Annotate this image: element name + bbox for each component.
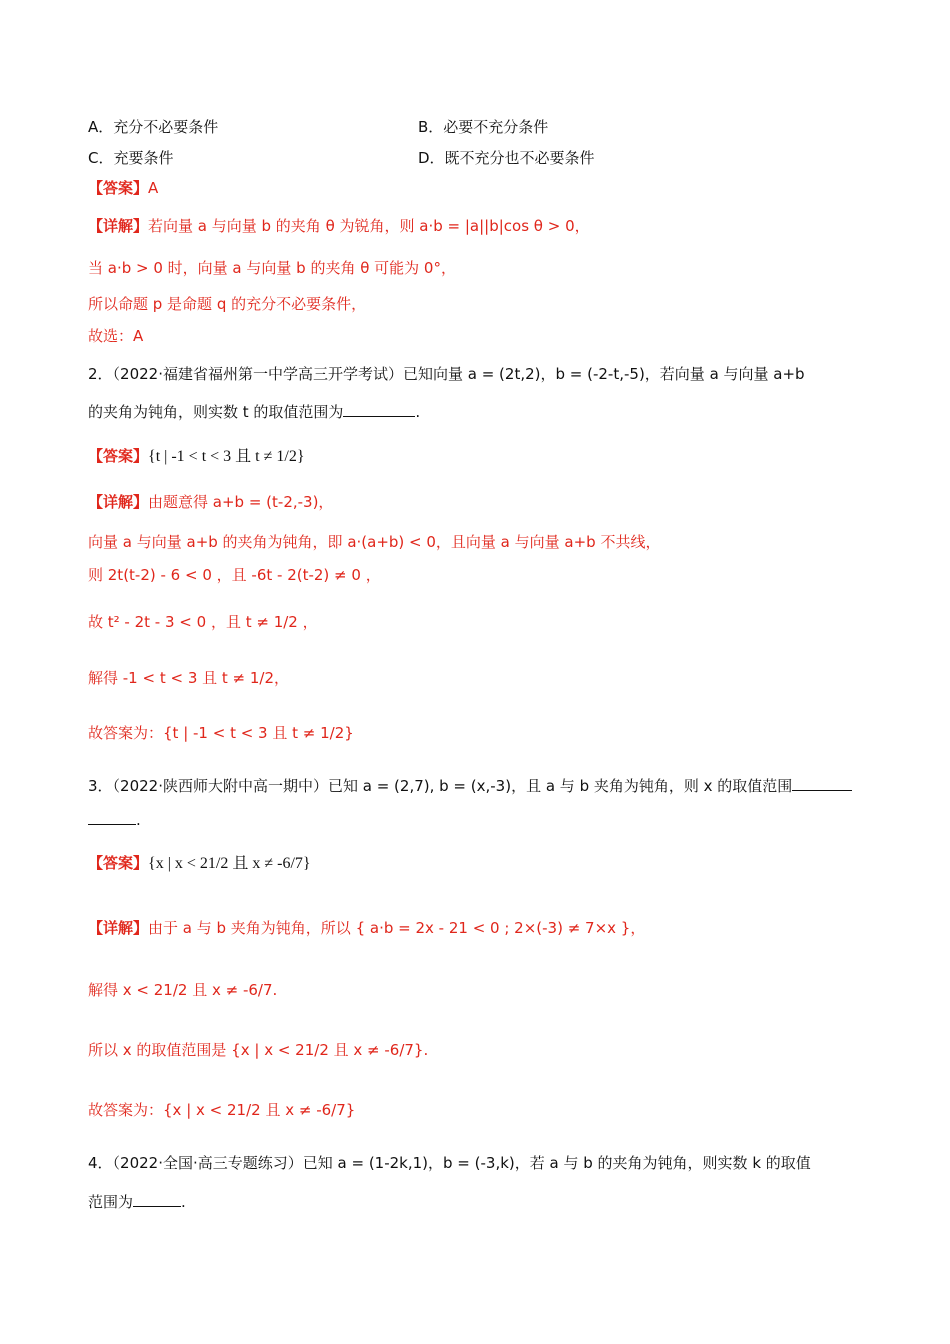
q4-stem-1: 4．（2022·全国·高三专题练习）已知 a = (1-2k,1)，b = (-3,k)，若 a 与 b 的夹角为钝角，则实数 k 的取值	[88, 1154, 811, 1172]
answer-tag: 【答案】	[88, 179, 149, 197]
q1-detail-1	[88, 216, 590, 236]
q4-stem-text: 范围为	[88, 1193, 134, 1211]
q4-stem-2	[88, 1190, 186, 1212]
q1-answer	[88, 178, 158, 198]
q2-detail-3: 则 2t(t-2) - 6 < 0 ，且 -6t - 2(t-2) ≠ 0 ，	[88, 566, 381, 584]
q3-detail-3: 所以 x 的取值范围是 {x | x < 21/2 且 x ≠ -6/7}.	[88, 1041, 429, 1059]
answer-value: {t | -1 < t < 3 且 t ≠ 1/2}	[148, 448, 305, 465]
answer-value: {x | x < 21/2 且 x ≠ -6/7}	[148, 855, 311, 872]
q2-detail-5: 解得 -1 < t < 3 且 t ≠ 1/2，	[88, 669, 290, 687]
q1-detail-3: 所以命题 p 是命题 q 的充分不必要条件，	[88, 295, 367, 313]
option-d: D．既不充分也不必要条件	[418, 149, 595, 167]
q2-stem-2	[88, 400, 420, 422]
q2-stem-text: 的夹角为钝角，则实数 t 的取值范围为	[88, 403, 344, 421]
detail-text: 由于 a 与 b 夹角为钝角，所以 { a·b = 2x - 21 < 0 ; 2×(-3) ≠ 7×x }，	[148, 919, 646, 937]
option-c: C．充要条件	[88, 149, 174, 167]
q2-detail-1	[88, 492, 333, 512]
detail-text: 若向量 a 与向量 b 的夹角 θ 为锐角，则 a·b = |a||b|cos θ > 0，	[148, 217, 590, 235]
q3-stem-1	[88, 774, 852, 796]
q1-conclusion: 故选：A	[88, 327, 144, 345]
q2-stem-end: .	[415, 403, 421, 421]
q3-detail-1	[88, 918, 645, 938]
q3-conclusion: 故答案为：{x | x < 21/2 且 x ≠ -6/7}	[88, 1101, 356, 1119]
q3-answer	[88, 853, 311, 874]
answer-blank	[792, 774, 852, 791]
q3-stem-2	[88, 808, 141, 830]
answer-blank	[133, 1190, 181, 1207]
detail-text: 由题意得 a+b = (t-2,-3)，	[148, 493, 334, 511]
q3-detail-2: 解得 x < 21/2 且 x ≠ -6/7.	[88, 981, 278, 999]
q2-detail-2: 向量 a 与向量 a+b 的夹角为钝角，即 a·(a+b) < 0，且向量 a 与向量 a+b 不共线，	[88, 533, 661, 551]
detail-tag: 【详解】	[88, 217, 149, 235]
q2-stem-1: 2．（2022·福建省福州第一中学高三开学考试）已知向量 a = (2t,2)，b = (-2-t,-5)，若向量 a 与向量 a+b	[88, 365, 805, 383]
option-a: A．充分不必要条件	[88, 118, 219, 136]
option-b: B．必要不充分条件	[418, 118, 549, 136]
q2-detail-4: 故 t² - 2t - 3 < 0 ，且 t ≠ 1/2 ，	[88, 613, 318, 631]
answer-tag: 【答案】	[88, 854, 149, 872]
q2-conclusion: 故答案为：{t | -1 < t < 3 且 t ≠ 1/2}	[88, 724, 354, 742]
q2-answer	[88, 446, 305, 467]
q3-stem-end: .	[136, 811, 141, 829]
answer-blank	[343, 400, 415, 417]
answer-tag: 【答案】	[88, 447, 149, 465]
q4-stem-end: .	[181, 1193, 186, 1211]
detail-tag: 【详解】	[88, 919, 149, 937]
q3-stem-text: 3．（2022·陕西师大附中高一期中）已知 a = (2,7), b = (x,-3)，且 a 与 b 夹角为钝角，则 x 的取值范围	[88, 777, 793, 795]
answer-blank-continued	[88, 808, 136, 825]
q1-detail-2: 当 a·b > 0 时，向量 a 与向量 b 的夹角 θ 可能为 0°，	[88, 259, 456, 277]
answer-value: A	[148, 179, 159, 197]
detail-tag: 【详解】	[88, 493, 149, 511]
